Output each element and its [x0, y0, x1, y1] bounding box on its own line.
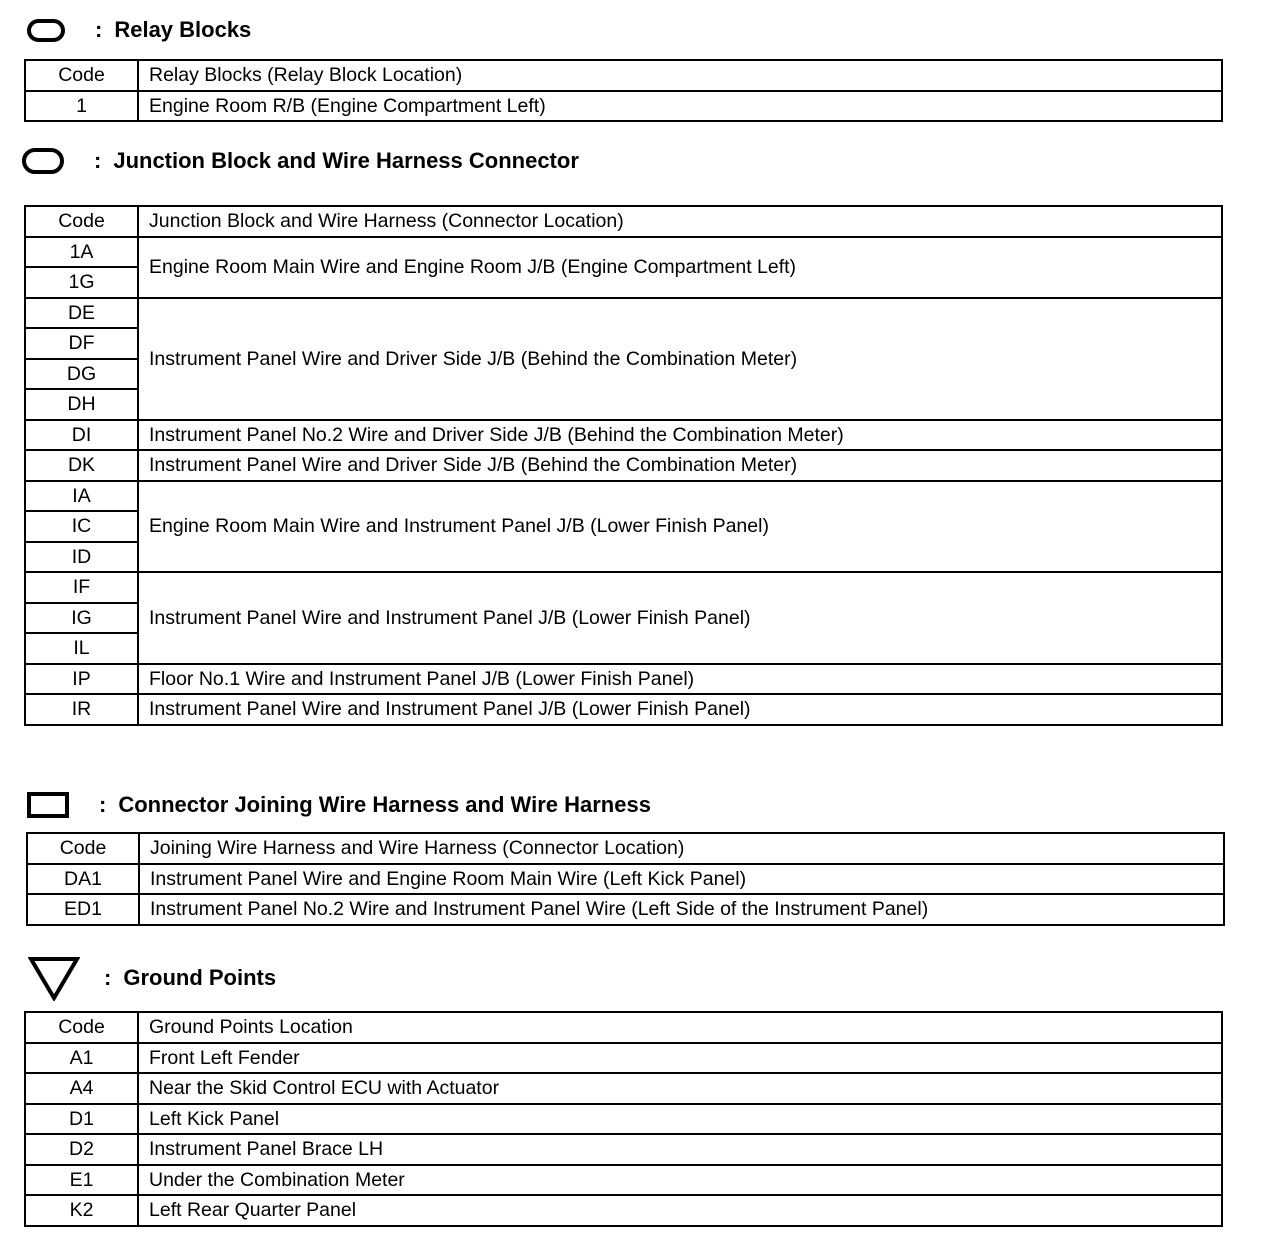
header-description: Junction Block and Wire Harness (Connector Location): [138, 206, 1222, 237]
row-description: Near the Skid Control ECU with Actuator: [138, 1073, 1222, 1104]
table-header-row: [25, 60, 1222, 91]
table-body: [25, 206, 1222, 725]
table-row: [25, 481, 1222, 512]
row-code: D1: [25, 1104, 138, 1135]
row-description: Instrument Panel No.2 Wire and Instrument Panel Wire (Left Side of the Instrument Panel): [139, 894, 1224, 925]
heading-colon: :: [99, 792, 107, 817]
row-description: Instrument Panel Wire and Engine Room Main Wire (Left Kick Panel): [139, 864, 1224, 895]
row-description: Engine Room Main Wire and Engine Room J/B (Engine Compartment Left): [138, 237, 1222, 298]
row-description: Front Left Fender: [138, 1043, 1222, 1074]
table-row: [25, 1165, 1222, 1196]
header-code: Code: [25, 1012, 138, 1043]
row-code: DG: [25, 359, 138, 390]
row-description: Engine Room Main Wire and Instrument Panel J/B (Lower Finish Panel): [138, 481, 1222, 573]
header-description: Relay Blocks (Relay Block Location): [138, 60, 1222, 91]
row-description: Under the Combination Meter: [138, 1165, 1222, 1196]
rectangle-icon: [27, 792, 69, 818]
row-code: IF: [25, 572, 138, 603]
row-code: D2: [25, 1134, 138, 1165]
heading-colon: :: [104, 965, 112, 990]
table-header-row: [25, 206, 1222, 237]
row-code: A4: [25, 1073, 138, 1104]
row-description: Instrument Panel Wire and Driver Side J/B (Behind the Combination Meter): [138, 298, 1222, 420]
table-row: [25, 1043, 1222, 1074]
row-code: 1A: [25, 237, 138, 268]
table-row: [25, 1134, 1222, 1165]
joining-connector-table: [26, 832, 1225, 926]
section-title: Junction Block and Wire Harness Connector: [113, 148, 579, 173]
section-title: Ground Points: [123, 965, 277, 990]
relay-blocks-table: [24, 59, 1223, 122]
table-row: [25, 298, 1222, 329]
section-title: Relay Blocks: [114, 17, 252, 42]
table-row: [25, 91, 1222, 122]
table-row: [27, 864, 1224, 895]
row-code: DI: [25, 420, 138, 451]
row-description: Left Rear Quarter Panel: [138, 1195, 1222, 1226]
header-code: Code: [25, 60, 138, 91]
oval-icon: [22, 148, 64, 174]
row-code: A1: [25, 1043, 138, 1074]
header-code: Code: [25, 206, 138, 237]
row-description: Instrument Panel Wire and Instrument Panel J/B (Lower Finish Panel): [138, 572, 1222, 664]
row-code: ID: [25, 542, 138, 573]
row-code: IR: [25, 694, 138, 725]
table-row: [25, 1073, 1222, 1104]
row-code: IC: [25, 511, 138, 542]
table-header-row: [27, 833, 1224, 864]
row-code: DE: [25, 298, 138, 329]
table-row: [25, 450, 1222, 481]
table-body: [27, 833, 1224, 925]
row-code: IA: [25, 481, 138, 512]
row-code: IP: [25, 664, 138, 695]
row-code: K2: [25, 1195, 138, 1226]
row-description: Instrument Panel No.2 Wire and Driver Side J/B (Behind the Combination Meter): [138, 420, 1222, 451]
row-code: 1G: [25, 267, 138, 298]
header-description: Joining Wire Harness and Wire Harness (Connector Location): [139, 833, 1224, 864]
row-description: Instrument Panel Wire and Instrument Panel J/B (Lower Finish Panel): [138, 694, 1222, 725]
row-code: E1: [25, 1165, 138, 1196]
triangle-icon: [28, 955, 80, 1001]
section-title: Connector Joining Wire Harness and Wire Harness: [118, 792, 651, 817]
table-row: [25, 694, 1222, 725]
row-code: DK: [25, 450, 138, 481]
junction-block-heading: [22, 144, 579, 178]
row-code: DA1: [27, 864, 139, 895]
heading-colon: :: [95, 17, 103, 42]
row-code: 1: [25, 91, 138, 122]
table-row: [25, 1195, 1222, 1226]
row-description: Left Kick Panel: [138, 1104, 1222, 1135]
table-header-row: [25, 1012, 1222, 1043]
row-description: Floor No.1 Wire and Instrument Panel J/B (Lower Finish Panel): [138, 664, 1222, 695]
row-description: Instrument Panel Brace LH: [138, 1134, 1222, 1165]
header-code: Code: [27, 833, 139, 864]
row-code: IL: [25, 633, 138, 664]
table-row: [25, 572, 1222, 603]
row-description: Engine Room R/B (Engine Compartment Left): [138, 91, 1222, 122]
table-row: [25, 1104, 1222, 1135]
row-code: ED1: [27, 894, 139, 925]
joining-connector-heading: [27, 788, 651, 822]
table-row: [25, 237, 1222, 268]
table-body: [25, 60, 1222, 121]
table-row: [25, 664, 1222, 695]
ground-points-heading: [28, 953, 276, 1003]
ground-points-table: [24, 1011, 1223, 1227]
oval-icon: [27, 19, 65, 42]
heading-colon: :: [94, 148, 102, 173]
row-code: IG: [25, 603, 138, 634]
relay-blocks-heading: [27, 13, 251, 47]
table-body: [25, 1012, 1222, 1226]
row-code: DH: [25, 389, 138, 420]
junction-block-table: [24, 205, 1223, 726]
table-row: [27, 894, 1224, 925]
row-code: DF: [25, 328, 138, 359]
header-description: Ground Points Location: [138, 1012, 1222, 1043]
row-description: Instrument Panel Wire and Driver Side J/B (Behind the Combination Meter): [138, 450, 1222, 481]
table-row: [25, 420, 1222, 451]
